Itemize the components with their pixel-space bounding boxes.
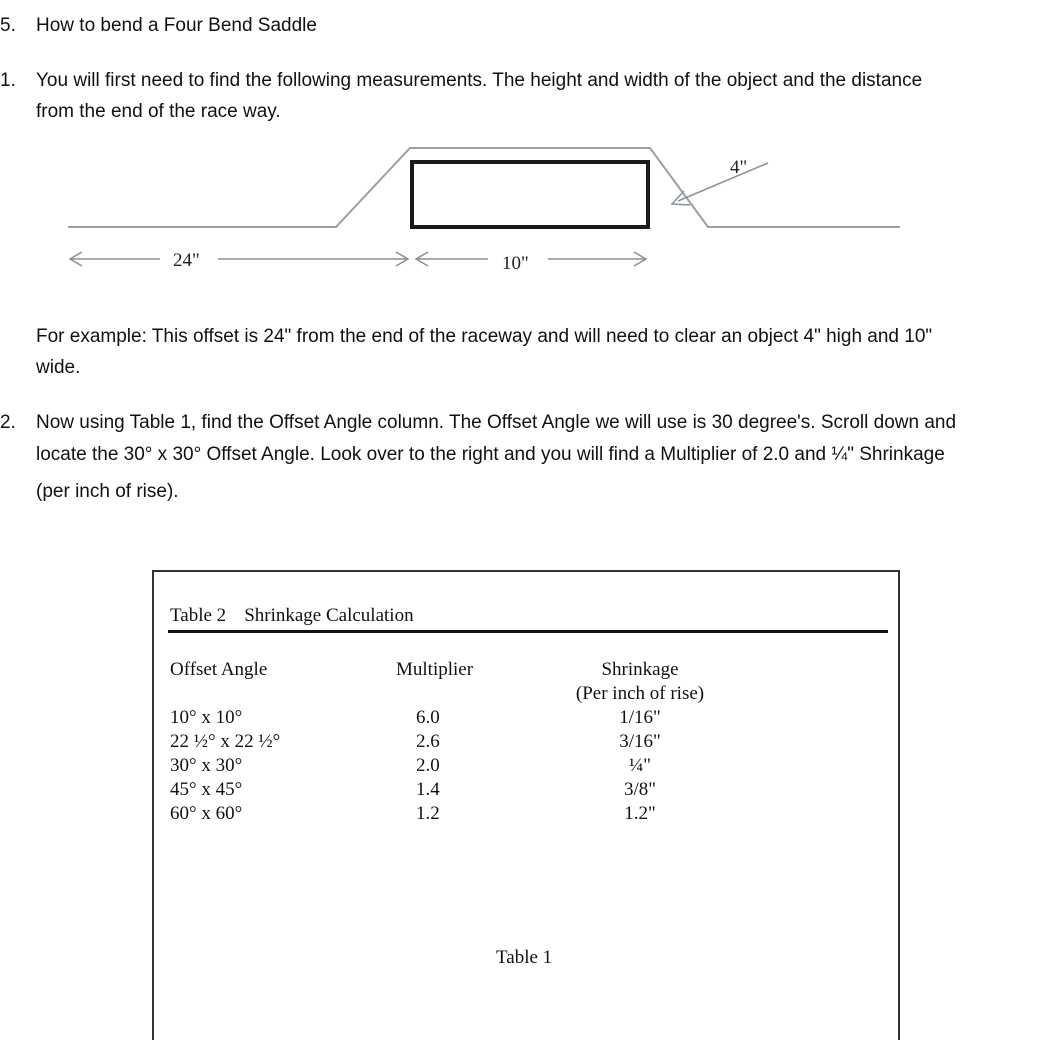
table-cell-shrinkage: ¼"	[628, 755, 651, 776]
step-2-text-line-2: locate the 30° x 30° Offset Angle. Look over to the right and you will find a Multiplier of 2.0 and ¼" Shrinkage	[36, 444, 945, 465]
section-title: How to bend a Four Bend Saddle	[36, 15, 317, 36]
shrinkage-subheader: (Per inch of rise)	[575, 683, 705, 704]
step-1-text-line-1: You will first need to find the following measurements. The height and width of the object and the distance	[36, 70, 923, 91]
table-cell-shrinkage: 1.2"	[624, 803, 656, 824]
table-cell-multiplier: 2.0	[416, 755, 440, 776]
distance-label: 24"	[173, 250, 200, 271]
width-label: 10"	[502, 253, 529, 274]
table-caption: Table 1	[496, 947, 553, 968]
multiplier-header: Multiplier	[396, 659, 474, 680]
example-line-1: For example: This offset is 24" from the end of the raceway and will need to clear an object 4" high and 10"	[36, 326, 933, 347]
step-1-text-line-2: from the end of the race way.	[36, 101, 281, 122]
shrinkage-table	[152, 570, 900, 1040]
table-cell-angle: 22 ½° x 22 ½°	[170, 731, 281, 752]
saddle-diagram	[0, 135, 920, 285]
section-number: 5.	[0, 15, 16, 36]
conduit-path	[68, 148, 900, 227]
step-2-number: 2.	[0, 412, 16, 433]
offset-angle-column	[170, 658, 280, 826]
table-label: Table 2	[170, 605, 227, 626]
table-cell-angle: 45° x 45°	[170, 779, 243, 800]
table-cell-angle: 10° x 10°	[170, 707, 243, 728]
step-2-text-line-1: Now using Table 1, find the Offset Angle column. The Offset Angle we will use is 30 degree's. Scroll down and	[36, 412, 957, 433]
table-cell-multiplier: 2.6	[416, 731, 440, 752]
table-cell-multiplier: 1.4	[416, 779, 440, 800]
object-box	[412, 162, 648, 227]
table-cell-shrinkage: 3/8"	[623, 779, 657, 800]
example-line-2: wide.	[36, 357, 81, 378]
table-cell-shrinkage: 1/16"	[619, 707, 661, 728]
table-cell-multiplier: 6.0	[416, 707, 440, 728]
height-pointer-line	[678, 163, 768, 201]
table-cell-angle: 30° x 30°	[170, 755, 243, 776]
offset-angle-header: Offset Angle	[170, 659, 268, 680]
table-cell-angle: 60° x 60°	[170, 803, 243, 824]
table-title	[170, 604, 414, 628]
step-2-text-line-3: (per inch of rise).	[36, 481, 179, 502]
height-label: 4"	[730, 157, 748, 178]
shrinkage-column	[567, 658, 713, 826]
shrinkage-header: Shrinkage	[601, 659, 679, 680]
table-title-rule	[168, 630, 888, 633]
table-cell-shrinkage: 3/16"	[619, 731, 661, 752]
step-1-number: 1.	[0, 70, 16, 91]
multiplier-column	[396, 658, 473, 826]
table-cell-multiplier: 1.2	[416, 803, 440, 824]
table-title-text: Shrinkage Calculation	[244, 605, 414, 626]
